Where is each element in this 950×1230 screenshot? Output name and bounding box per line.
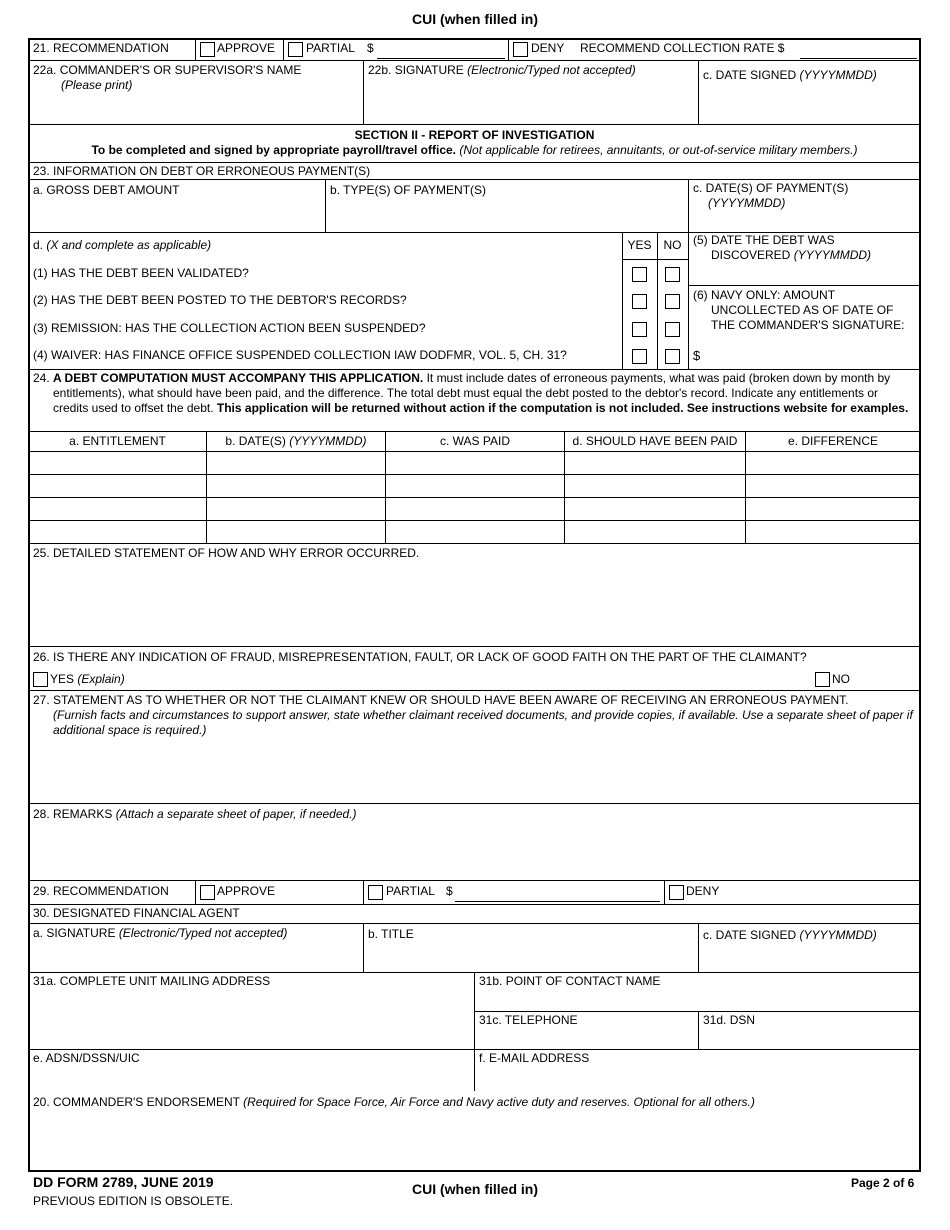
q5-label-line2: DISCOVERED (YYYYMMDD): [711, 248, 872, 262]
item29-dollar-sign: $: [446, 884, 453, 898]
q2-no-checkbox[interactable]: [665, 294, 680, 309]
item29-label: 29. RECOMMENDATION: [33, 884, 169, 898]
item22a-label: 22a. COMMANDER'S OR SUPERVISOR'S NAME: [33, 63, 302, 77]
q4-no-checkbox[interactable]: [665, 349, 680, 364]
no-column-header: NO: [663, 238, 682, 252]
item29-approve-label: APPROVE: [217, 884, 276, 898]
item23c-label[interactable]: c. DATE(S) OF PAYMENT(S): [693, 181, 849, 195]
item24-number: 24.: [33, 371, 50, 385]
item27-note: (Furnish facts and circumstances to support answer, state whether claimant received documents, and provide copies, if available. Use a separate sheet of paper if additional space is required.): [53, 708, 913, 737]
col-should-have-paid-header: d. SHOULD HAVE BEEN PAID: [572, 434, 738, 448]
item20-endorsement-field[interactable]: [29, 1112, 920, 1170]
computation-row[interactable]: [29, 452, 920, 474]
question-1: (1) HAS THE DEBT BEEN VALIDATED?: [33, 266, 249, 280]
q1-no-checkbox[interactable]: [665, 267, 680, 282]
item29-partial-checkbox[interactable]: [368, 885, 383, 900]
item29-partial-label: PARTIAL: [386, 884, 435, 898]
item22a-note: (Please print): [61, 78, 133, 92]
item21-label: 21. RECOMMENDATION: [33, 41, 169, 55]
item26-yes-checkbox[interactable]: [33, 672, 48, 687]
page-number: Page 2 of 6: [851, 1176, 915, 1190]
form-number: DD FORM 2789, JUNE 2019: [33, 1174, 214, 1190]
col-difference-header: e. DIFFERENCE: [787, 434, 878, 448]
item31f-email-field[interactable]: f. E-MAIL ADDRESS: [479, 1051, 590, 1065]
item20-label: 20. COMMANDER'S ENDORSEMENT (Required for Space Force, Air Force and Navy active duty and reserves. Optional for all others.): [33, 1095, 755, 1109]
q5-label-line1: (5) DATE THE DEBT WAS: [693, 233, 835, 247]
q3-no-checkbox[interactable]: [665, 322, 680, 337]
item25-label: 25. DETAILED STATEMENT OF HOW AND WHY ERROR OCCURRED.: [33, 546, 420, 560]
q2-yes-checkbox[interactable]: [632, 294, 647, 309]
q1-yes-checkbox[interactable]: [632, 267, 647, 282]
item21-partial-amount-field[interactable]: [377, 58, 505, 59]
item21-partial-label: PARTIAL: [306, 41, 355, 55]
item29-partial-amount-field[interactable]: [455, 901, 660, 902]
q6-label-line1: (6) NAVY ONLY: AMOUNT: [693, 288, 836, 302]
item21-rate-label: RECOMMEND COLLECTION RATE $: [580, 41, 785, 55]
item31a-address-field[interactable]: 31a. COMPLETE UNIT MAILING ADDRESS: [33, 974, 271, 988]
section2-title: SECTION II - REPORT OF INVESTIGATION: [354, 128, 595, 142]
item28-label: 28. REMARKS (Attach a separate sheet of paper, if needed.): [33, 807, 357, 821]
col-entitlement-header: a. ENTITLEMENT: [69, 434, 166, 448]
item29-deny-checkbox[interactable]: [669, 885, 684, 900]
item30-label: 30. DESIGNATED FINANCIAL AGENT: [33, 906, 240, 920]
item22b-signature-field[interactable]: 22b. SIGNATURE (Electronic/Typed not accepted): [368, 63, 636, 77]
item27-statement-field[interactable]: [29, 742, 920, 803]
q6-label-line3: THE COMMANDER'S SIGNATURE:: [711, 318, 905, 332]
cui-footer: CUI (when filled in): [412, 1181, 538, 1197]
item22c-date-field[interactable]: c. DATE SIGNED (YYYYMMDD): [703, 68, 877, 82]
item31b-contact-field[interactable]: 31b. POINT OF CONTACT NAME: [479, 974, 661, 988]
item26-no-checkbox[interactable]: [815, 672, 830, 687]
item23d-label: d. (X and complete as applicable): [33, 238, 212, 252]
item31d-dsn-field[interactable]: 31d. DSN: [703, 1013, 756, 1027]
item21-deny-checkbox[interactable]: [513, 42, 528, 57]
q4-yes-checkbox[interactable]: [632, 349, 647, 364]
item21-approve-label: APPROVE: [217, 41, 276, 55]
item21-approve-checkbox[interactable]: [200, 42, 215, 57]
item26-label: 26. IS THERE ANY INDICATION OF FRAUD, MISREPRESENTATION, FAULT, OR LACK OF GOOD FAITH ON THE PART OF THE CLAIMANT?: [33, 650, 807, 664]
obsolete-notice: PREVIOUS EDITION IS OBSOLETE.: [33, 1194, 234, 1208]
item21-dollar-sign: $: [367, 41, 374, 55]
section2-subtitle: To be completed and signed by appropriate payroll/travel office. (Not applicable for retirees, annuitants, or out-of-service military members.): [91, 143, 858, 157]
item25-statement-field[interactable]: [29, 562, 920, 646]
computation-row[interactable]: [29, 475, 920, 497]
item29-deny-label: DENY: [686, 884, 720, 898]
question-3: (3) REMISSION: HAS THE COLLECTION ACTION BEEN SUSPENDED?: [33, 321, 426, 335]
col-dates-header: b. DATE(S) (YYYYMMDD): [225, 434, 367, 448]
item29-approve-checkbox[interactable]: [200, 885, 215, 900]
yes-column-header: YES: [627, 238, 652, 252]
item30c-date-field[interactable]: c. DATE SIGNED (YYYYMMDD): [703, 928, 877, 942]
item21-rate-field[interactable]: [800, 58, 917, 59]
q6-label-line2: UNCOLLECTED AS OF DATE OF: [711, 303, 894, 317]
item30b-title-field[interactable]: b. TITLE: [368, 927, 414, 941]
question-2: (2) HAS THE DEBT BEEN POSTED TO THE DEBTOR'S RECORDS?: [33, 293, 407, 307]
item23a-gross-debt-field[interactable]: a. GROSS DEBT AMOUNT: [33, 183, 180, 197]
item21-partial-checkbox[interactable]: [288, 42, 303, 57]
item30a-signature-field[interactable]: a. SIGNATURE (Electronic/Typed not accepted): [33, 926, 288, 940]
item31c-telephone-field[interactable]: 31c. TELEPHONE: [479, 1013, 578, 1027]
question-4: (4) WAIVER: HAS FINANCE OFFICE SUSPENDED COLLECTION IAW DODFMR, VOL. 5, CH. 31?: [33, 348, 567, 362]
item26-no-label: NO: [832, 672, 850, 686]
cui-header: CUI (when filled in): [412, 11, 538, 27]
item23c-note: (YYYYMMDD): [708, 196, 786, 210]
item26-yes-label: YES (Explain): [50, 672, 125, 686]
item27-label: 27. STATEMENT AS TO WHETHER OR NOT THE CLAIMANT KNEW OR SHOULD HAVE BEEN AWARE OF RECEIVING AN ERRONEOUS PAYMENT.: [33, 693, 849, 707]
computation-row[interactable]: [29, 498, 920, 520]
item31e-adsn-field[interactable]: e. ADSN/DSSN/UIC: [33, 1051, 140, 1065]
item28-remarks-field[interactable]: [29, 824, 920, 880]
item23-label: 23. INFORMATION ON DEBT OR ERRONEOUS PAYMENT(S): [33, 164, 371, 178]
item21-deny-label: DENY: [531, 41, 565, 55]
col-was-paid-header: c. WAS PAID: [439, 434, 510, 448]
item23b-payment-types-field[interactable]: b. TYPE(S) OF PAYMENT(S): [330, 183, 487, 197]
computation-row[interactable]: [29, 521, 920, 543]
q6-dollar-field[interactable]: $: [693, 348, 701, 363]
item24-instructions: A DEBT COMPUTATION MUST ACCOMPANY THIS APPLICATION. It must include dates of erroneous payments, what was paid (broken down by month by entitlements), what should have been paid, and the difference. The total debt must equal the debt posted to the debtor's record. Indicate any entitlements or credits used to offset the debt. This application will be returned without action if the computation is not included. See instructions website for examples.: [53, 371, 909, 415]
q3-yes-checkbox[interactable]: [632, 322, 647, 337]
